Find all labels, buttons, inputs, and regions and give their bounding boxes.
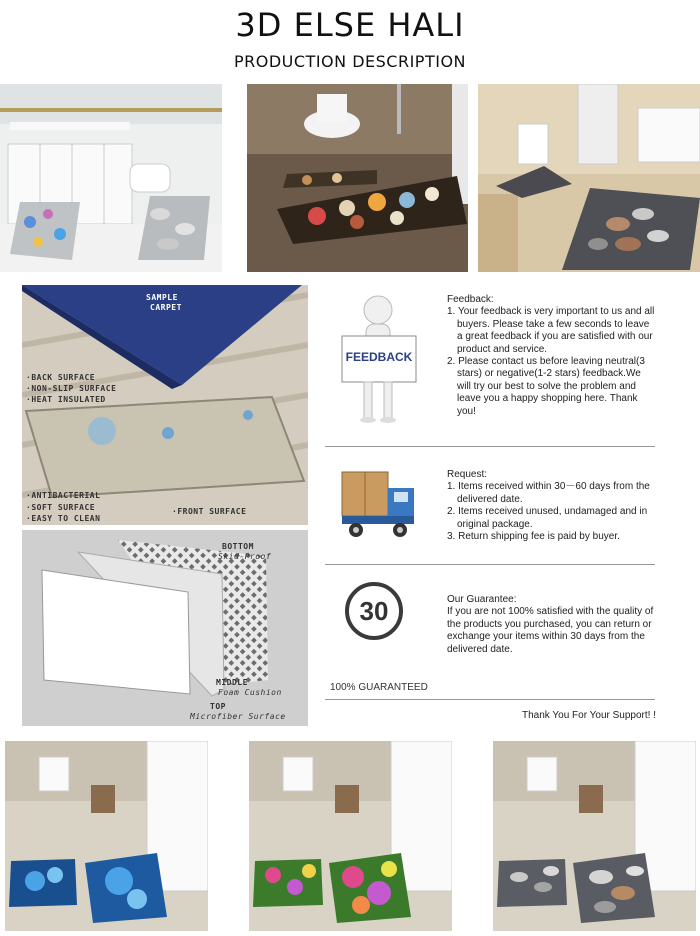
layer-middle-label: MIDDLE [216, 678, 248, 687]
front-feature-3: ·EASY TO CLEAN [26, 514, 101, 523]
sample-label-1: SAMPLE [146, 293, 178, 302]
request-item-3: 3. Return shipping fee is paid by buyer. [447, 531, 620, 543]
bathroom-photo-flowers [249, 741, 452, 931]
divider [325, 699, 655, 700]
guaranteed-label: 100% GUARANTEED [330, 682, 428, 693]
thirty-day-badge-icon: 30 [345, 582, 403, 640]
truck-icon [340, 468, 420, 546]
guarantee-text [447, 594, 657, 656]
page-title: 3D ELSE HALI [235, 6, 465, 44]
sample-label-2: CARPET [150, 303, 182, 312]
feedback-sign-text: FEEDBACK [345, 350, 413, 364]
front-feature-2: ·SOFT SURFACE [26, 503, 96, 512]
back-feature-3: ·HEAT INSULATED [26, 395, 106, 404]
guarantee-body: If you are not 100% satisfied with the quality of the products you purchased, you can return or exchange your items within 30 days from the delivered date. [447, 606, 654, 655]
layer-top-label: TOP [210, 702, 226, 711]
request-item-2: 2. Items received unused, undamaged and in original package. [447, 506, 648, 530]
request-item-1: 1. Items received within 30－60 days from the delivered date. [447, 481, 650, 505]
sample-carpet-panel [22, 285, 308, 525]
back-feature-2: ·NON-SLIP SURFACE [26, 384, 117, 393]
layer-top-sub: Microfiber Surface [190, 712, 286, 721]
thanks-text: Thank You For Your Support! ! [522, 710, 656, 721]
feedback-item-2: 2. Please contact us before leaving neutral(3 stars) or negative(1-2 stars) feedback.We will try our best to solve the problem and leave you a happy shopping here. Thank you! [447, 356, 645, 417]
page-subtitle: PRODUCTION DESCRIPTION [234, 52, 466, 71]
request-heading: Request: [447, 469, 488, 480]
layer-bottom-label: BOTTOM [222, 542, 254, 551]
bathroom-photo-dolphins [5, 741, 208, 931]
guarantee-heading: Our Guarantee: [447, 594, 517, 605]
request-text [447, 469, 657, 543]
bathroom-photo-seashells [247, 84, 468, 272]
feedback-heading: Feedback: [447, 294, 494, 305]
layer-bottom-sub: Skid-Proof [218, 552, 272, 561]
bathroom-photo-butterfly [0, 84, 222, 272]
feedback-figure [340, 292, 420, 428]
back-feature-1: ·BACK SURFACE [26, 373, 96, 382]
carpet-layers-panel [22, 530, 308, 726]
divider [325, 564, 655, 565]
divider [325, 446, 655, 447]
layer-middle-sub: Foam Cushion [218, 688, 282, 697]
front-surface-label: ·FRONT SURFACE [172, 507, 247, 516]
front-feature-1: ·ANTIBACTERIAL [26, 491, 101, 500]
bathroom-photo-stones [493, 741, 696, 931]
feedback-text [447, 294, 657, 418]
bathroom-photo-pebbles [478, 84, 700, 272]
feedback-item-1: 1. Your feedback is very important to us and all buyers. Please take a few seconds to leave a great feedback if you are satisfied with our product and service. [447, 306, 655, 355]
